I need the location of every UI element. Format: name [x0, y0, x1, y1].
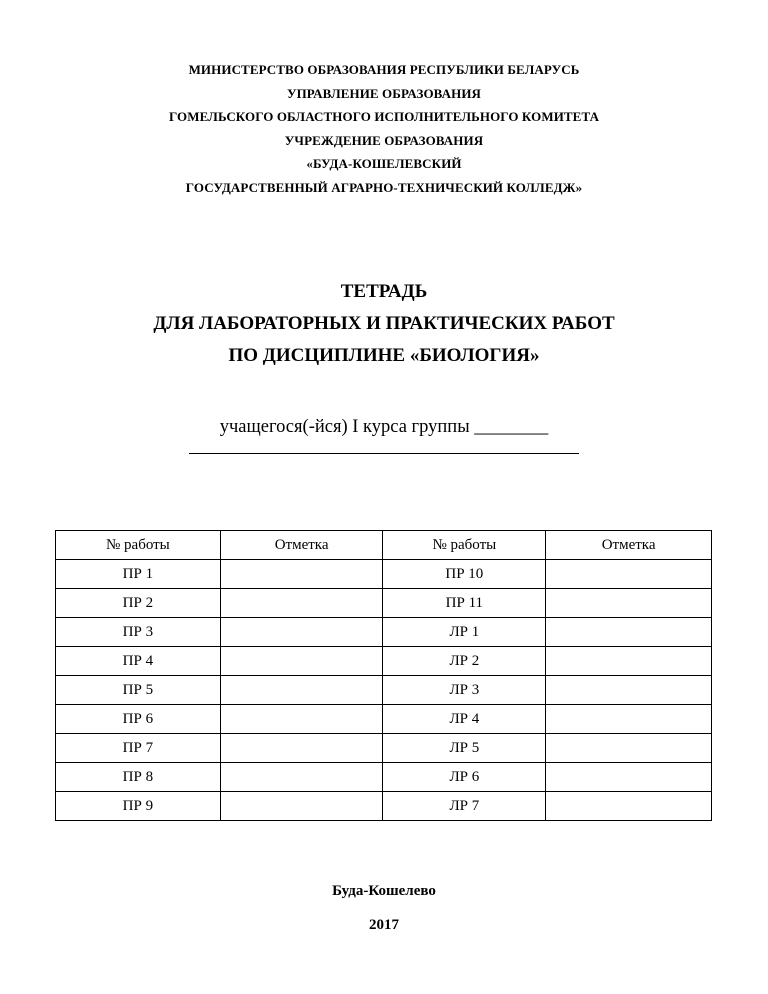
work-number-cell: ЛР 7: [383, 792, 546, 821]
mark-cell: [546, 647, 712, 676]
document-title: [0, 276, 768, 372]
document-footer: [0, 874, 768, 942]
mark-cell: [220, 647, 383, 676]
work-number-cell: ПР 7: [56, 734, 221, 763]
table-row: [56, 618, 712, 647]
table-row: [56, 647, 712, 676]
title-line-purpose: ДЛЯ ЛАБОРАТОРНЫХ И ПРАКТИЧЕСКИХ РАБОТ: [153, 313, 615, 334]
header-line-college-type: ГОСУДАРСТВЕННЫЙ АГРАРНО-ТЕХНИЧЕСКИЙ КОЛЛЕДЖ»: [185, 179, 583, 195]
marks-table: [55, 530, 712, 821]
work-number-cell: ПР 5: [56, 676, 221, 705]
work-number-cell: ЛР 5: [383, 734, 546, 763]
mark-cell: [546, 589, 712, 618]
mark-cell: [546, 560, 712, 589]
work-number-cell: ПР 1: [56, 560, 221, 589]
work-number-cell: ЛР 4: [383, 705, 546, 734]
student-info: [0, 410, 768, 454]
work-number-cell: ПР 9: [56, 792, 221, 821]
mark-cell: [220, 589, 383, 618]
header-mark-right: Отметка: [546, 531, 712, 560]
mark-cell: [546, 792, 712, 821]
institution-header: [0, 58, 768, 199]
mark-cell: [220, 560, 383, 589]
mark-cell: [546, 734, 712, 763]
title-line-notebook: ТЕТРАДЬ: [340, 281, 428, 302]
header-line-committee: ГОМЕЛЬСКОГО ОБЛАСТНОГО ИСПОЛНИТЕЛЬНОГО КОМИТЕТА: [168, 109, 600, 124]
header-work-number-left: № работы: [56, 531, 221, 560]
footer-city: Буда-Кошелево: [332, 883, 436, 899]
table-header-row: [56, 531, 712, 560]
mark-cell: [220, 763, 383, 792]
header-work-number-right: № работы: [383, 531, 546, 560]
work-number-cell: ПР 6: [56, 705, 221, 734]
title-line-discipline: ПО ДИСЦИПЛИНЕ «БИОЛОГИЯ»: [228, 345, 540, 366]
mark-cell: [546, 763, 712, 792]
header-line-department: УПРАВЛЕНИЕ ОБРАЗОВАНИЯ: [286, 85, 482, 101]
mark-cell: [220, 792, 383, 821]
work-number-cell: ПР 4: [56, 647, 221, 676]
mark-cell: [546, 618, 712, 647]
mark-cell: [220, 618, 383, 647]
mark-cell: [220, 734, 383, 763]
table-row: [56, 676, 712, 705]
table-row: [56, 560, 712, 589]
table-row: [56, 763, 712, 792]
mark-cell: [546, 705, 712, 734]
work-number-cell: ЛР 2: [383, 647, 546, 676]
student-name-blank: [189, 452, 579, 454]
mark-cell: [546, 676, 712, 705]
mark-cell: [220, 705, 383, 734]
header-line-college-name: «БУДА-КОШЕЛЕВСКИЙ: [306, 156, 462, 171]
table-row: [56, 589, 712, 618]
work-number-cell: ЛР 6: [383, 763, 546, 792]
footer-year: 2017: [369, 917, 399, 933]
header-line-institution-type: УЧРЕЖДЕНИЕ ОБРАЗОВАНИЯ: [284, 132, 484, 148]
work-number-cell: ПР 8: [56, 763, 221, 792]
table-row: [56, 705, 712, 734]
work-number-cell: ПР 10: [383, 560, 546, 589]
mark-cell: [220, 676, 383, 705]
work-number-cell: ЛР 3: [383, 676, 546, 705]
table-row: [56, 734, 712, 763]
header-line-ministry: МИНИСТЕРСТВО ОБРАЗОВАНИЯ РЕСПУБЛИКИ БЕЛАРУСЬ: [188, 62, 580, 77]
header-mark-left: Отметка: [220, 531, 383, 560]
work-number-cell: ПР 11: [383, 589, 546, 618]
work-number-cell: ЛР 1: [383, 618, 546, 647]
work-number-cell: ПР 3: [56, 618, 221, 647]
work-number-cell: ПР 2: [56, 589, 221, 618]
student-group-line: учащегося(-йся) I курса группы ________: [219, 417, 549, 437]
table-row: [56, 792, 712, 821]
